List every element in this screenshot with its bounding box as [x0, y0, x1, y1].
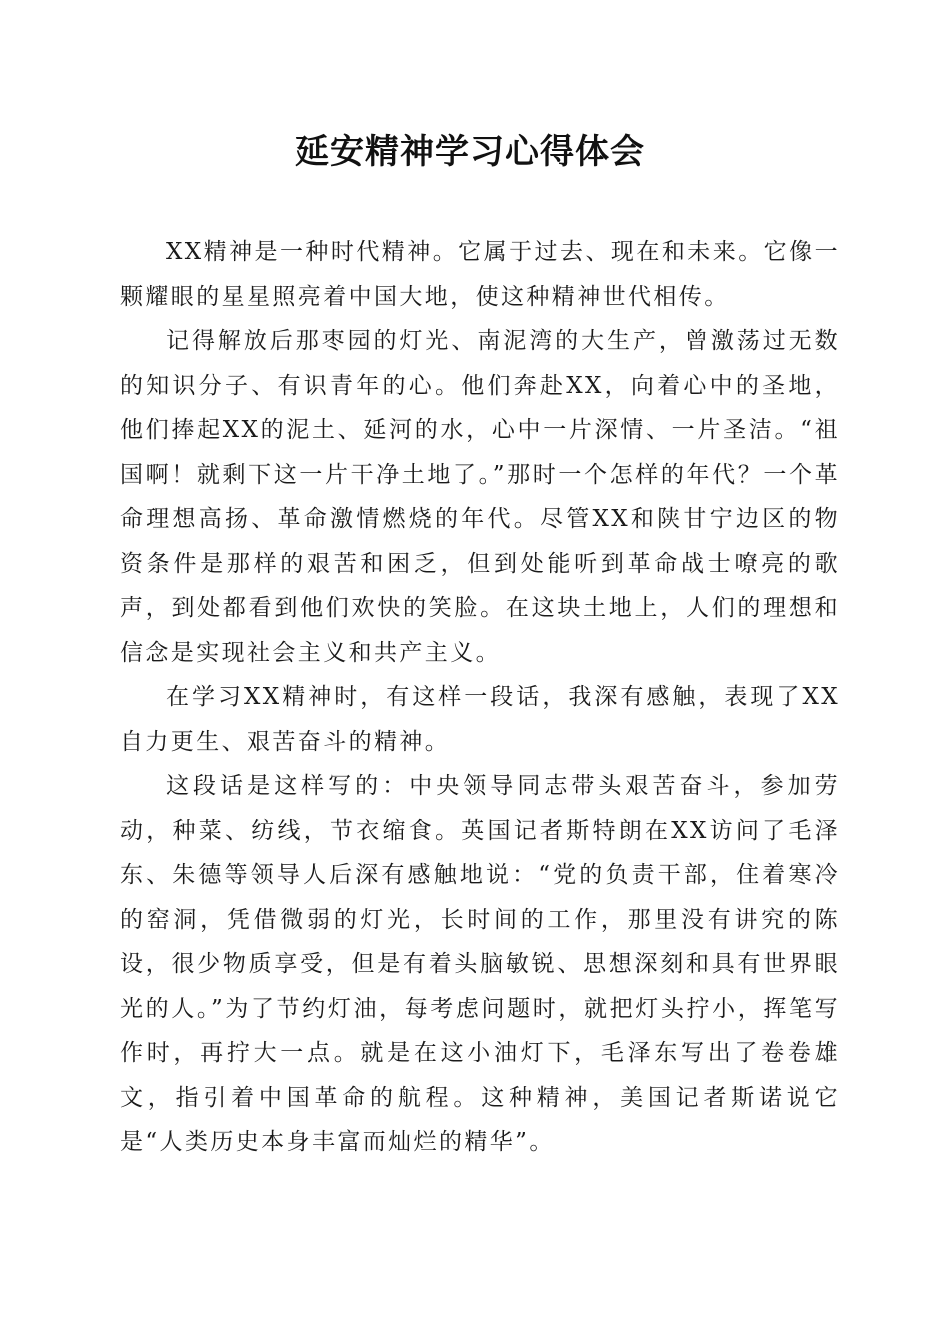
page-title: 延安精神学习心得体会: [295, 132, 645, 172]
document-body: [120, 230, 840, 1165]
paragraph-2: 记得解放后那枣园的灯光、南泥湾的大生产，曾激荡过无数的知识分子、有识青年的心。他们奔赴XX，向着心中的圣地，他们捧起XX的泥土、延河的水，心中一片深情、一片圣洁。“祖国啊！就剩下这一片干净土地了。”那时一个怎样的年代？一个革命理想高扬、革命激情燃烧的年代。尽管XX和陕甘宁边区的物资条件是那样的艰苦和困乏，但到处能听到革命战士嘹亮的歌声，到处都看到他们欢快的笑脸。在这块土地上，人们的理想和信念是实现社会主义和共产主义。: [120, 328, 840, 666]
paragraph-1: XX精神是一种时代精神。它属于过去、现在和未来。它像一颗耀眼的星星照亮着中国大地，使这种精神世代相传。: [120, 239, 840, 310]
paragraph-4: 这段话是这样写的：中央领导同志带头艰苦奋斗，参加劳动，种菜、纺线，节衣缩食。英国记者斯特朗在XX访问了毛泽东、朱德等领导人后深有感触地说：“党的负责干部，住着寒冷的窑洞，凭借微弱的灯光，长时间的工作，那里没有讲究的陈设，很少物质享受，但是有着头脑敏锐、思想深刻和具有世界眼光的人。”为了节约灯油，每考虑问题时，就把灯头拧小，挥笔写作时，再拧大一点。就是在这小油灯下，毛泽东写出了卷卷雄文，指引着中国革命的航程。这种精神，美国记者斯诺说它是“人类历史本身丰富而灿烂的精华”。: [120, 773, 840, 1155]
paragraph-3: 在学习XX精神时，有这样一段话，我深有感触，表现了XX自力更生、艰苦奋斗的精神。: [120, 684, 840, 755]
